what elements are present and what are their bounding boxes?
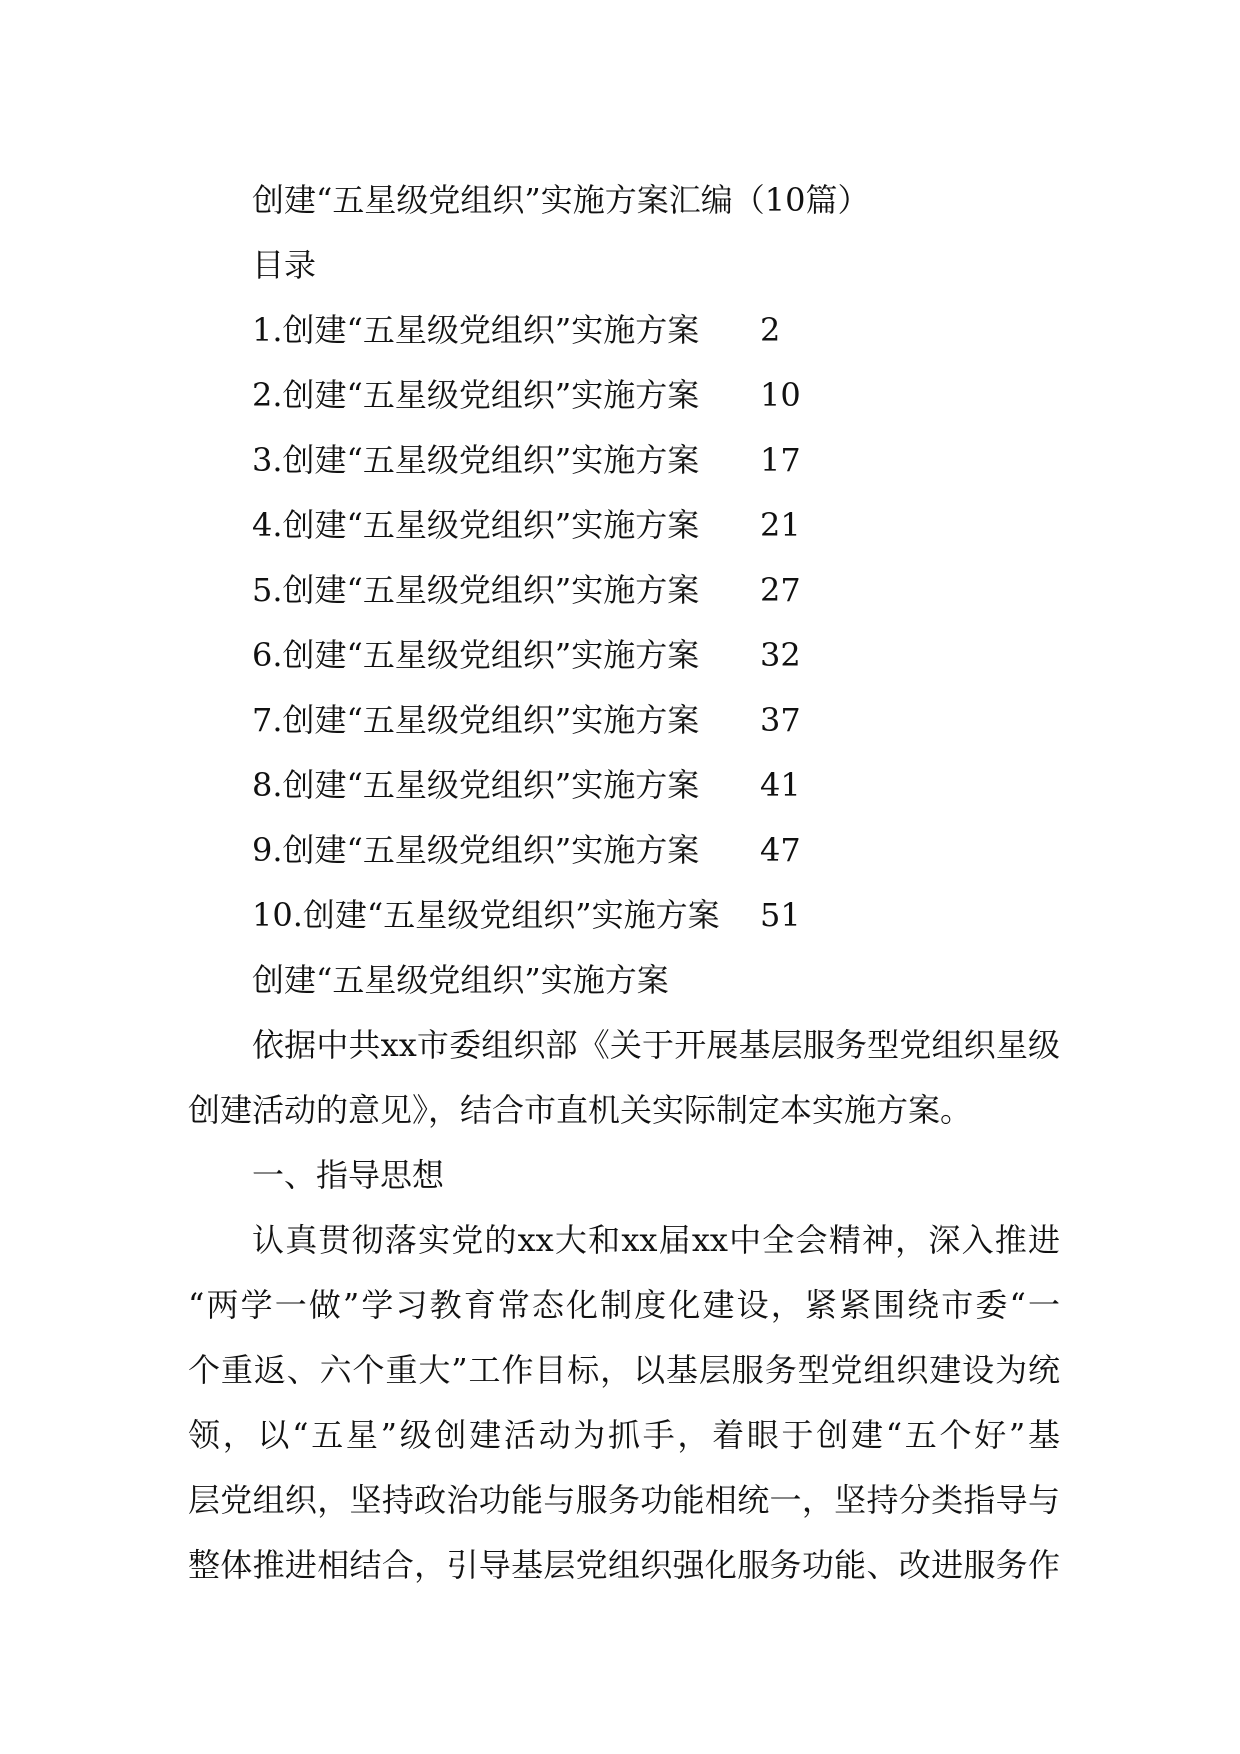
section-title: 创建“五星级党组织”实施方案	[252, 961, 669, 999]
toc-item-page: 47	[760, 831, 801, 869]
toc-item	[188, 753, 1060, 818]
paragraph-line: “两学一做”学习教育常态化制度化建设，紧紧围绕市委“一	[188, 1286, 1060, 1324]
paragraph-line: 层党组织，坚持政治功能与服务功能相统一，坚持分类指导与	[188, 1481, 1060, 1519]
toc-item-label: 1.创建“五星级党组织”实施方案	[252, 311, 700, 349]
toc-item-page: 17	[760, 441, 801, 479]
toc-item-label: 7.创建“五星级党组织”实施方案	[252, 701, 700, 739]
toc-item-page: 32	[760, 636, 801, 674]
toc-item-label: 4.创建“五星级党组织”实施方案	[252, 506, 700, 544]
body-paragraph	[188, 1208, 1060, 1598]
intro-paragraph	[188, 1013, 1060, 1143]
toc-item	[188, 818, 1060, 883]
toc-item-page: 2	[760, 311, 781, 349]
toc-item	[188, 363, 1060, 428]
paragraph-line: 个重返、六个重大”工作目标，以基层服务型党组织建设为统	[188, 1351, 1060, 1389]
toc-heading: 目录	[252, 246, 317, 284]
toc-item-label: 3.创建“五星级党组织”实施方案	[252, 441, 700, 479]
document-title: 创建“五星级党组织”实施方案汇编（10篇）	[252, 181, 870, 219]
toc-item-page: 21	[760, 506, 801, 544]
toc-item-page: 10	[760, 376, 801, 414]
toc-item-label: 6.创建“五星级党组织”实施方案	[252, 636, 700, 674]
toc-item-label: 10.创建“五星级党组织”实施方案	[252, 896, 720, 934]
toc-item	[188, 298, 1060, 363]
toc-item-label: 8.创建“五星级党组织”实施方案	[252, 766, 700, 804]
toc-item	[188, 493, 1060, 558]
toc-item-label: 9.创建“五星级党组织”实施方案	[252, 831, 700, 869]
paragraph-line: 领，以“五星”级创建活动为抓手，着眼于创建“五个好”基	[188, 1416, 1060, 1454]
toc-item-page: 37	[760, 701, 801, 739]
toc-item-page: 51	[760, 896, 801, 934]
toc-item-label: 2.创建“五星级党组织”实施方案	[252, 376, 700, 414]
toc-item	[188, 428, 1060, 493]
paragraph-line: 创建活动的意见》，结合市直机关实际制定本实施方案。	[188, 1091, 973, 1129]
table-of-contents	[188, 298, 1060, 948]
toc-item	[188, 688, 1060, 753]
toc-item	[188, 883, 1060, 948]
paragraph-line: 依据中共xx市委组织部《关于开展基层服务型党组织星级	[252, 1026, 1060, 1064]
toc-item-page: 27	[760, 571, 801, 609]
paragraph-line: 整体推进相结合，引导基层党组织强化服务功能、改进服务作	[188, 1546, 1060, 1584]
toc-item	[188, 623, 1060, 688]
document-content	[188, 168, 1060, 1598]
section-heading: 一、指导思想	[252, 1156, 445, 1194]
toc-item-page: 41	[760, 766, 801, 804]
toc-item-label: 5.创建“五星级党组织”实施方案	[252, 571, 700, 609]
toc-item	[188, 558, 1060, 623]
paragraph-line: 认真贯彻落实党的xx大和xx届xx中全会精神，深入推进	[252, 1221, 1060, 1259]
